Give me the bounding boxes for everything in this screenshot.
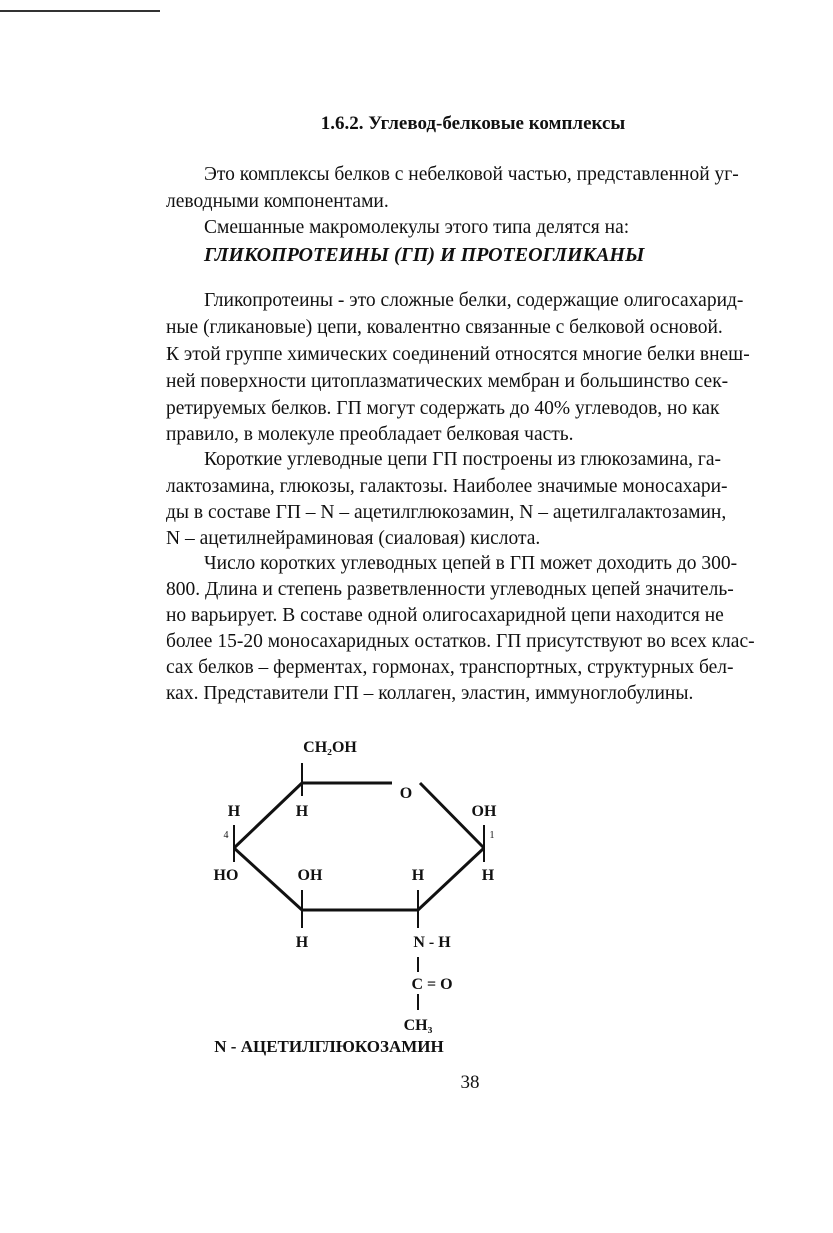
paragraph-line: 800. Длина и степень разветвленности углеводных цепей значитель- (166, 579, 734, 600)
paragraph-line: ды в составе ГП – N – ацетилглюкозамин, N – ацетилгалактозамин, (166, 502, 727, 523)
substituent-bonds (234, 763, 484, 1010)
ch3-label: CH₃ (403, 1017, 433, 1034)
carbonyl-label: C = O (411, 976, 453, 993)
section-heading: 1.6.2. Углевод-белковые комплексы (320, 113, 626, 134)
c1-oh-label: OH (471, 803, 497, 820)
ring-oxygen-label: O (399, 785, 413, 802)
paragraph-line: ней поверхности цитоплазматических мембран и большинство сек- (166, 371, 729, 392)
ring-bond (234, 848, 302, 910)
paragraph-line: N – ацетилнейраминовая (сиаловая) кислота. (166, 528, 541, 549)
paragraph-line: Короткие углеводные цепи ГП построены из глюкозамина, га- (204, 449, 722, 470)
paragraph-line: ные (гликановые) цепи, ковалентно связанные с белковой основой. (166, 317, 723, 338)
paragraph-line: ках. Представители ГП – коллаген, эластин, иммуноглобулины. (166, 683, 694, 704)
paragraph-line: ретируемых белков. ГП могут содержать до 40% углеводов, но как (166, 398, 720, 419)
paragraph-line: но варьирует. В составе одной олигосахаридной цепи находится не (166, 605, 724, 626)
intro-line: Смешанные макромолекулы этого типа делятся на: (204, 217, 630, 238)
paragraph-line: Гликопротеины - это сложные белки, содержащие олигосахарид- (204, 290, 744, 311)
paragraph-line: сах белков – ферментах, гормонах, транспортных, структурных бел- (166, 657, 734, 678)
c3-h-label: H (295, 934, 309, 951)
intro-line: Это комплексы белков с небелковой частью, представленной уг- (204, 164, 739, 185)
c1-h-label: H (481, 867, 495, 884)
paragraph-line: Число коротких углеводных цепей в ГП может доходить до 300- (204, 553, 738, 574)
pyranose-ring (234, 783, 484, 910)
ring-bond (234, 783, 302, 848)
paragraph-line: лактозамина, глюкозы, галактозы. Наиболее значимые моносахари- (166, 476, 728, 497)
paragraph-line: К этой группе химических соединений относятся многие белки внеш- (166, 344, 750, 365)
c2-h-label: H (411, 867, 425, 884)
ch2oh-label: CH₂OH (303, 739, 357, 756)
page-number: 38 (460, 1072, 480, 1093)
c3-oh-label: OH (297, 867, 323, 884)
paragraph-line: более 15-20 моносахаридных остатков. ГП присутствуют во всех клас- (166, 631, 755, 652)
c4-ho-label: HO (213, 867, 239, 884)
structure-caption: N - АЦЕТИЛГЛЮКОЗАМИН (214, 1037, 444, 1056)
nh-label: N - H (413, 934, 451, 951)
c5-h-label: H (295, 803, 309, 820)
c4-h-label: H (227, 803, 241, 820)
paragraph-line: правило, в молекуле преобладает белковая часть. (166, 424, 574, 445)
c4-number-label: 4 (223, 830, 229, 841)
intro-line: леводными компонентами. (166, 191, 389, 212)
types-caps-heading: ГЛИКОПРОТЕИНЫ (ГП) И ПРОТЕОГЛИКАНЫ (204, 244, 645, 266)
c1-number-label: 1 (489, 830, 495, 841)
ring-bond (418, 848, 484, 910)
